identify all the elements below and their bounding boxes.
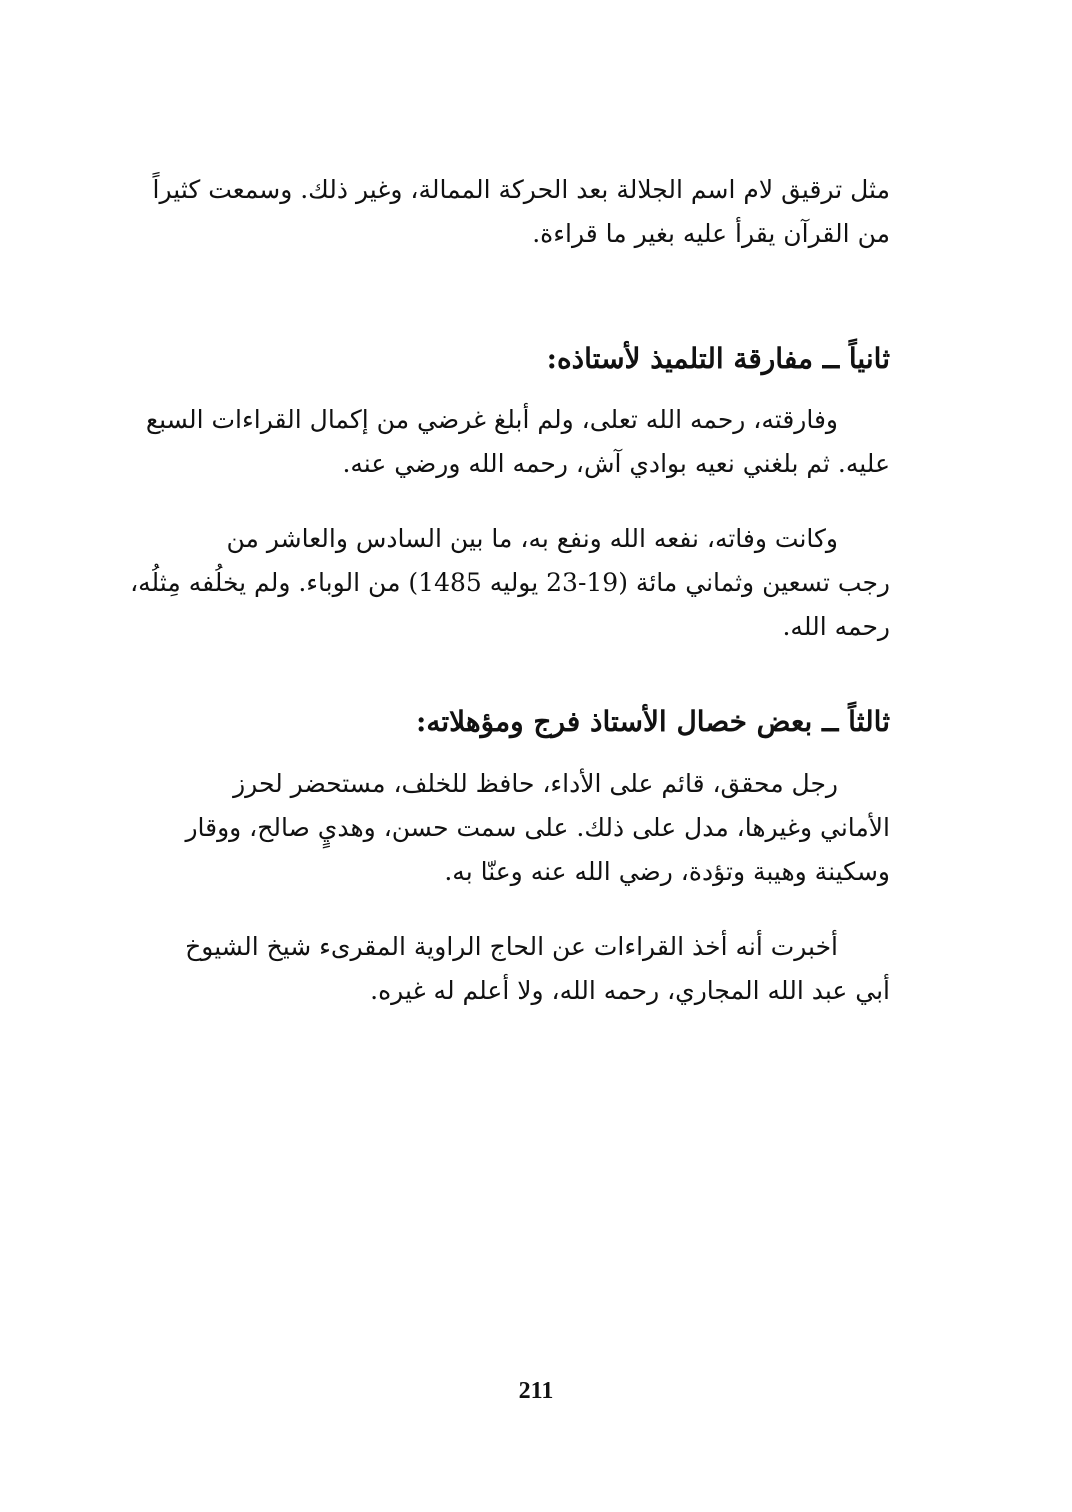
section-heading-text: ثانياً ــ مفارقة التلميذ لأستاذه: bbox=[546, 342, 890, 375]
paragraph-line: من القرآن يقرأ عليه بغير ما قراءة. bbox=[532, 219, 890, 248]
page-number: 211 bbox=[518, 1378, 554, 1404]
section-heading-text: ثالثاً ــ بعض خصال الأستاذ فرج ومؤهلاته: bbox=[416, 705, 890, 738]
paragraph-line: عليه. ثم بلغني نعيه بوادي آش، رحمه الله ورضي عنه. bbox=[342, 449, 890, 478]
paragraph-line: رجب تسعين وثماني مائة (19-23 يوليه 1485) من الوباء. ولم يخلُفه مِثلُه، bbox=[130, 568, 890, 597]
paragraph-line: رحمه الله. bbox=[782, 612, 890, 641]
paragraph-line: أبي عبد الله المجاري، رحمه الله، ولا أعلم له غيره. bbox=[370, 976, 890, 1005]
paragraph-4 bbox=[178, 762, 890, 894]
paragraph-2 bbox=[145, 398, 890, 486]
paragraph-line: وكانت وفاته، نفعه الله ونفع به، ما بين السادس والعاشر من bbox=[226, 524, 838, 553]
section-heading-2 bbox=[178, 334, 890, 384]
paragraph-line: وفارقته، رحمه الله تعلى، ولم أبلغ غرضي من إكمال القراءات السبع bbox=[145, 405, 838, 434]
paragraph-line: الأماني وغيرها، مدل على ذلك. على سمت حسن، وهديٍ صالح، ووقار bbox=[185, 813, 890, 842]
paragraph-5 bbox=[178, 925, 890, 1013]
paragraph-line: مثل ترقيق لام اسم الجلالة بعد الحركة الممالة، وغير ذلك. وسمعت كثيراً bbox=[152, 175, 890, 204]
paragraph-line: وسكينة وهيبة وتؤدة، رضي الله عنه وعنّا به. bbox=[444, 857, 890, 886]
paragraph-1 bbox=[152, 168, 890, 256]
paragraph-3 bbox=[130, 517, 890, 649]
section-heading-3 bbox=[178, 697, 890, 747]
paragraph-line: أخبرت أنه أخذ القراءات عن الحاج الراوية المقرىء شيخ الشيوخ bbox=[185, 932, 838, 961]
paragraph-line: رجل محقق، قائم على الأداء، حافظ للخلف، مستحضر لحرز bbox=[233, 769, 838, 798]
